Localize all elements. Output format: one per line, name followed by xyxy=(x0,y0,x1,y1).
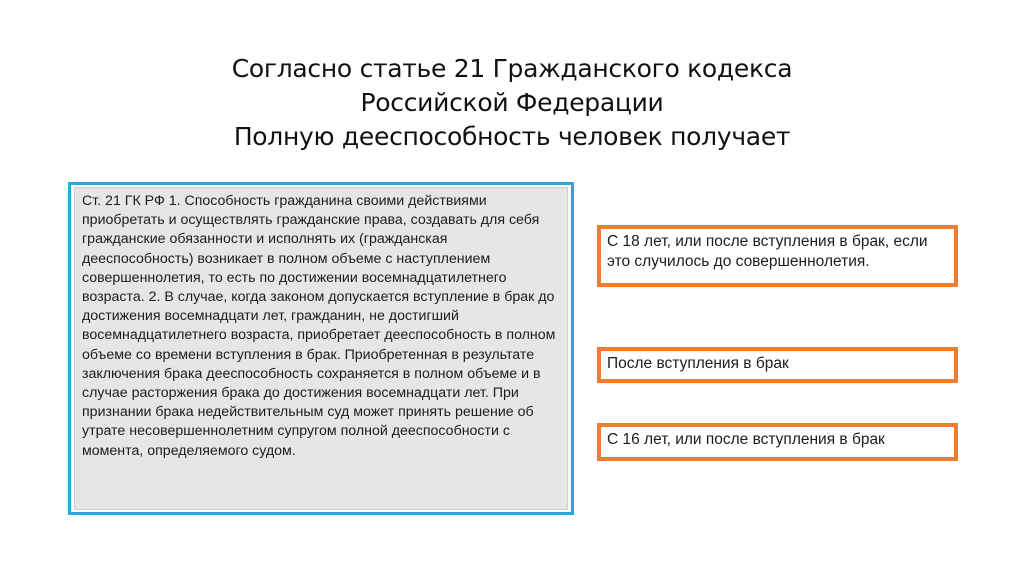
title-line-2: Российской Федерации xyxy=(360,88,664,117)
answer-option-1-text: С 18 лет, или после вступления в брак, если это случилось до совершеннолетия. xyxy=(607,233,928,270)
article-text: Ст. 21 ГК РФ 1. Способность гражданина своими действиями приобретать и осуществлять гражданские права, создавать для себя гражданские обязанности и исполнять их (гражданская дееспособность) возникает в полном объеме с наступлением совершеннолетия, то есть по достижении восемнадцатилетнего возраста. 2. В случае, когда законом допускается вступление в брак до достижения восемнадцати лет, гражданин, не достигший восемнадцатилетнего возраста, приобретает дееспособность в полном объеме со времени вступления в брак. Приобретенная в результате заключения брака дееспособность сохраняется в полном объеме и в случае расторжения брака до достижения восемнадцати лет. При признании брака недействительным суд может принять решение об утрате несовершеннолетним супругом полной дееспособности с момента, определяемого судом. xyxy=(74,187,568,510)
answer-option-3-text: С 16 лет, или после вступления в брак xyxy=(607,431,885,448)
answer-option-1[interactable] xyxy=(597,225,958,287)
title-line-3: Полную дееспособность человек получает xyxy=(233,122,791,151)
slide-title xyxy=(0,52,1024,154)
answer-option-2[interactable] xyxy=(597,347,958,383)
answer-option-3[interactable] xyxy=(597,423,958,461)
title-line-1: Согласно статье 21 Гражданского кодекса xyxy=(231,54,793,83)
article-text-box xyxy=(68,182,574,515)
answer-option-2-text: После вступления в брак xyxy=(607,355,789,372)
